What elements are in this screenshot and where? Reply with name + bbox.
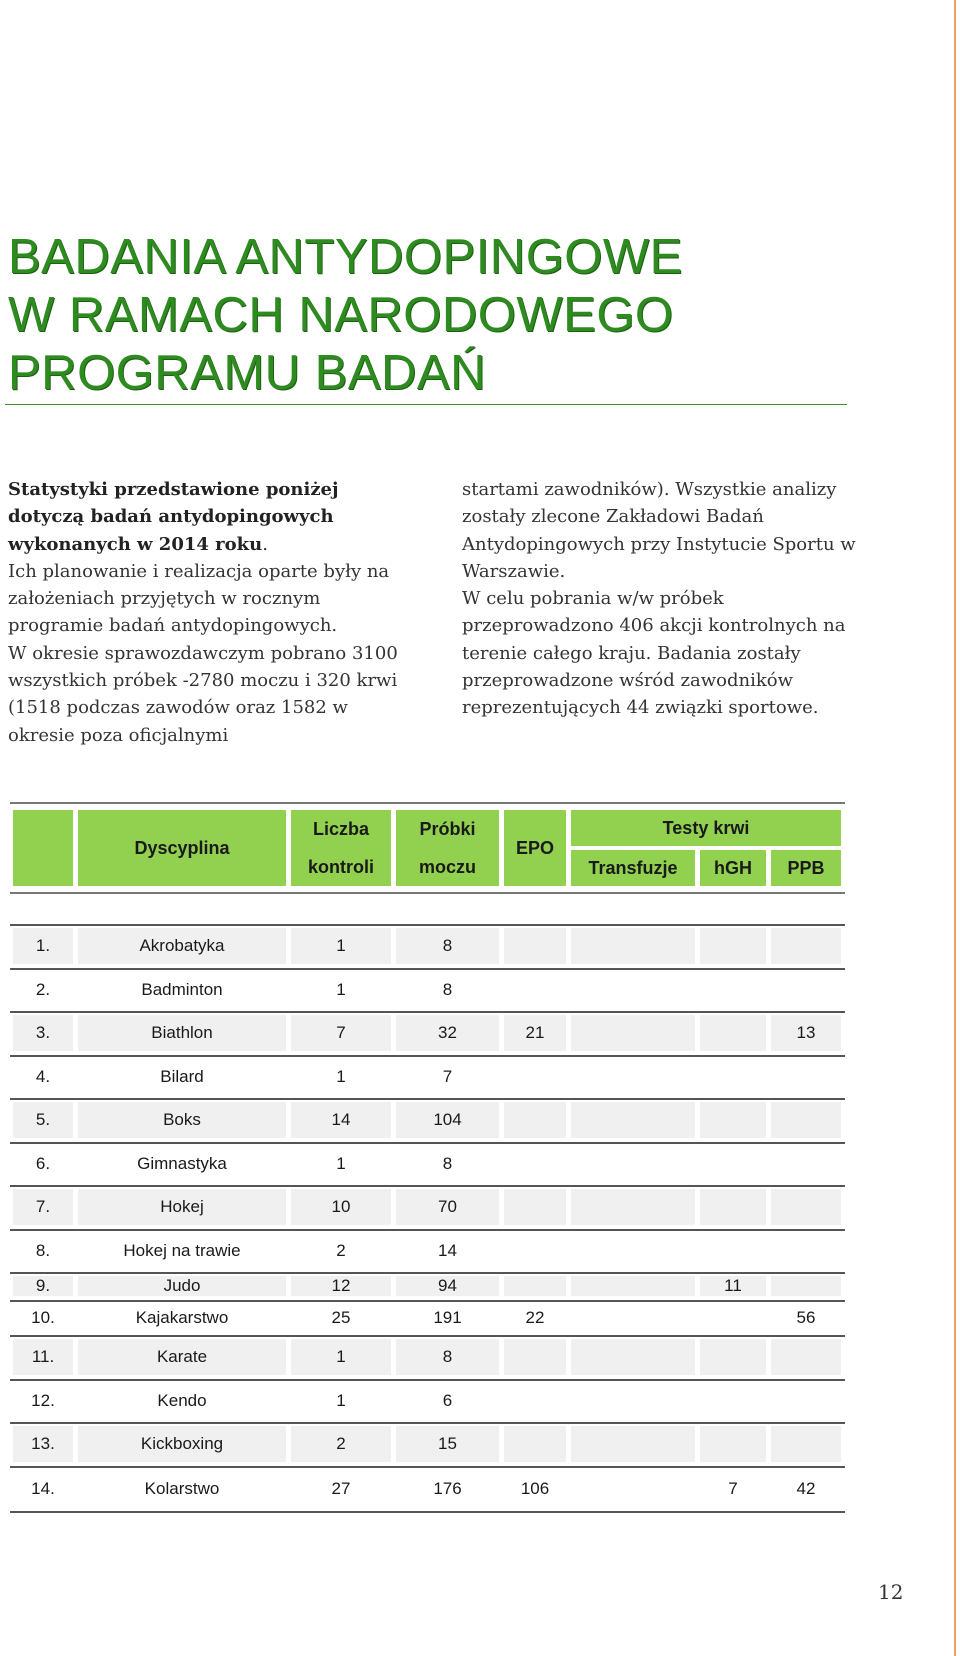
cell-mocz: 32 [396, 1015, 499, 1051]
cell-mocz: 8 [442, 1153, 453, 1173]
table-header [10, 802, 845, 894]
cell-kontroli: 10 [291, 1189, 391, 1225]
cell-no: 6. [35, 1153, 51, 1173]
cell-epo [504, 1189, 566, 1225]
table-row [10, 1424, 845, 1468]
cell-transfuzje [571, 1276, 695, 1296]
cell-name: Kendo [157, 1390, 207, 1410]
cell-transfuzje [571, 1304, 695, 1331]
cell-name: Hokej [78, 1189, 286, 1225]
cell-ppb [771, 1146, 841, 1181]
cell-mocz: 8 [442, 979, 453, 999]
cell-name: Kajakarstwo [135, 1307, 229, 1327]
page-edge-rule [954, 0, 956, 1656]
cell-no: 10. [31, 1307, 55, 1327]
table-row [10, 1337, 845, 1381]
cell-transfuzje [571, 1383, 695, 1418]
cell-epo [504, 1102, 566, 1138]
cell-no: 8. [35, 1240, 51, 1260]
cell-transfuzje [571, 1102, 695, 1138]
paragraph: Ich planowanie i realizacja oparte były na założeniach przyjętych w rocznym programie badań antydopingowych. [8, 560, 390, 637]
table-row [10, 1057, 845, 1100]
cell-mocz: 104 [396, 1102, 499, 1138]
cell-mocz: 94 [396, 1276, 499, 1296]
cell-kontroli: 27 [331, 1478, 351, 1498]
cell-ppb [771, 1189, 841, 1225]
cell-epo [504, 1233, 566, 1268]
header-label: Transfuzje [588, 857, 678, 878]
cell-transfuzje [571, 1470, 695, 1507]
header-probki-moczu [396, 810, 499, 886]
cell-hgh: 11 [700, 1276, 766, 1296]
title-divider [5, 404, 847, 405]
cell-no: 14. [31, 1478, 55, 1498]
table-row [10, 926, 845, 970]
header-label: Próbki [419, 818, 476, 839]
doping-tests-table [10, 802, 845, 1513]
cell-epo: 21 [504, 1015, 566, 1051]
cell-kontroli: 14 [291, 1102, 391, 1138]
header-liczba-kontroli [291, 810, 391, 886]
cell-ppb [771, 1102, 841, 1138]
header-label: Liczba [312, 818, 369, 839]
cell-no: 1. [13, 928, 73, 964]
intro-paragraph [8, 476, 418, 558]
table-row [10, 1381, 845, 1424]
title-line-3: PROGRAMU BADAŃ [8, 346, 487, 400]
cell-hgh [700, 1233, 766, 1268]
cell-epo [504, 1383, 566, 1418]
cell-ppb [771, 1383, 841, 1418]
cell-transfuzje [571, 972, 695, 1007]
cell-hgh [700, 1059, 766, 1094]
cell-mocz: 8 [396, 928, 499, 964]
header-label: PPB [787, 857, 825, 878]
cell-name: Biathlon [78, 1015, 286, 1051]
cell-name: Boks [78, 1102, 286, 1138]
table-row [10, 1144, 845, 1187]
table-row [10, 970, 845, 1013]
cell-ppb [771, 928, 841, 964]
cell-hgh [700, 1102, 766, 1138]
table-row [10, 1231, 845, 1274]
cell-ppb [771, 972, 841, 1007]
cell-transfuzje [571, 1189, 695, 1225]
cell-no: 3. [13, 1015, 73, 1051]
cell-transfuzje [571, 1426, 695, 1462]
table-row [10, 1302, 845, 1337]
cell-mocz: 70 [396, 1189, 499, 1225]
cell-name: Badminton [141, 979, 223, 999]
header-label: hGH [714, 857, 752, 878]
cell-no: 5. [13, 1102, 73, 1138]
cell-name: Kickboxing [78, 1426, 286, 1462]
cell-hgh [700, 1383, 766, 1418]
title-line-1: BADANIA ANTYDOPINGOWE [8, 230, 683, 284]
cell-no: 7. [13, 1189, 73, 1225]
cell-no: 2. [35, 979, 51, 999]
header-transfuzje [571, 850, 695, 886]
header-epo [504, 810, 566, 886]
cell-hgh [700, 1015, 766, 1051]
header-testy-krwi [571, 810, 841, 846]
cell-hgh [700, 1146, 766, 1181]
cell-hgh [700, 1426, 766, 1462]
cell-epo [504, 1059, 566, 1094]
cell-transfuzje [571, 1146, 695, 1181]
header-number-cell [13, 810, 73, 886]
table-row [10, 1013, 845, 1057]
page-title [8, 228, 683, 402]
header-label: EPO [515, 837, 554, 858]
cell-no: 12. [31, 1390, 55, 1410]
cell-ppb [771, 1426, 841, 1462]
text-column-right [462, 476, 862, 722]
cell-transfuzje [571, 1015, 695, 1051]
header-ppb [771, 850, 841, 886]
cell-name: Kolarstwo [144, 1478, 220, 1498]
header-dyscyplina [78, 810, 286, 886]
cell-ppb [771, 1059, 841, 1094]
header-label: Testy krwi [662, 817, 750, 838]
cell-transfuzje [571, 1059, 695, 1094]
table-row [10, 1274, 845, 1302]
cell-ppb [771, 1339, 841, 1375]
header-hgh [700, 850, 766, 886]
cell-kontroli: 2 [336, 1240, 346, 1260]
cell-epo [504, 1339, 566, 1375]
cell-hgh [700, 1339, 766, 1375]
cell-kontroli: 1 [336, 979, 346, 999]
cell-mocz: 6 [442, 1390, 453, 1410]
cell-ppb: 13 [771, 1015, 841, 1051]
header-label: kontroli [308, 856, 374, 877]
cell-mocz: 14 [438, 1240, 457, 1260]
cell-epo: 106 [520, 1478, 550, 1498]
paragraph: startami zawodników). Wszystkie analizy zostały zlecone Zakładowi Badań Antydopingowych przy Instytucie Sportu w Warszawie. [462, 479, 856, 582]
cell-kontroli: 12 [291, 1276, 391, 1296]
cell-name: Gimnastyka [137, 1153, 227, 1173]
cell-mocz: 191 [433, 1307, 462, 1327]
cell-hgh [700, 928, 766, 964]
cell-epo [504, 1146, 566, 1181]
cell-ppb: 56 [796, 1307, 816, 1327]
paragraph: W okresie sprawozdawczym pobrano 3100 wszystkich próbek -2780 moczu i 320 krwi (1518 podczas zawodów oraz 1582 w okresie poza oficjalnymi [8, 642, 398, 746]
cell-kontroli: 7 [291, 1015, 391, 1051]
cell-kontroli: 1 [336, 1066, 346, 1086]
cell-name: Hokej na trawie [123, 1240, 241, 1260]
cell-epo [504, 928, 566, 964]
cell-name: Bilard [160, 1066, 204, 1086]
cell-hgh [700, 1189, 766, 1225]
cell-epo: 22 [525, 1307, 545, 1327]
table-body [10, 924, 845, 1513]
cell-kontroli: 25 [331, 1307, 351, 1327]
cell-mocz: 176 [433, 1478, 462, 1498]
cell-ppb [771, 1276, 841, 1296]
cell-mocz: 7 [442, 1066, 453, 1086]
cell-transfuzje [571, 928, 695, 964]
cell-kontroli: 1 [291, 1339, 391, 1375]
table-row [10, 1468, 845, 1513]
cell-kontroli: 1 [336, 1390, 346, 1410]
cell-name: Akrobatyka [78, 928, 286, 964]
header-dyscyplina-label: Dyscyplina [134, 837, 230, 858]
cell-mocz: 15 [396, 1426, 499, 1462]
header-label: moczu [418, 856, 476, 877]
cell-name: Judo [78, 1276, 286, 1296]
cell-epo [504, 1276, 566, 1296]
cell-mocz: 8 [396, 1339, 499, 1375]
cell-epo [504, 972, 566, 1007]
cell-ppb [771, 1233, 841, 1268]
cell-transfuzje [571, 1339, 695, 1375]
page-number: 12 [878, 1580, 904, 1604]
cell-hgh: 7 [728, 1478, 738, 1498]
cell-kontroli: 1 [336, 1153, 346, 1173]
cell-kontroli: 2 [291, 1426, 391, 1462]
cell-transfuzje [571, 1233, 695, 1268]
title-line-2: W RAMACH NARODOWEGO [8, 288, 674, 342]
table-row [10, 1187, 845, 1231]
cell-no: 11. [13, 1339, 73, 1375]
cell-no: 13. [13, 1426, 73, 1462]
cell-name: Karate [78, 1339, 286, 1375]
lead-text: Statystyki przedstawione poniżej dotyczą badań antydopingowych wykonanych w 2014 roku [8, 479, 339, 555]
paragraph: W celu pobrania w/w próbek przeprowadzono 406 akcji kontrolnych na terenie całego kraju. Badania zostały przeprowadzone wśród zawodników reprezentujących 44 związki sportowe. [462, 588, 846, 719]
cell-ppb: 42 [796, 1478, 816, 1498]
table-row [10, 1100, 845, 1144]
cell-epo [504, 1426, 566, 1462]
cell-hgh [700, 1304, 766, 1331]
cell-hgh [700, 972, 766, 1007]
cell-kontroli: 1 [291, 928, 391, 964]
cell-no: 9. [13, 1276, 73, 1296]
text-column-left [8, 476, 418, 749]
cell-no: 4. [35, 1066, 51, 1086]
lead-end: . [262, 533, 268, 555]
